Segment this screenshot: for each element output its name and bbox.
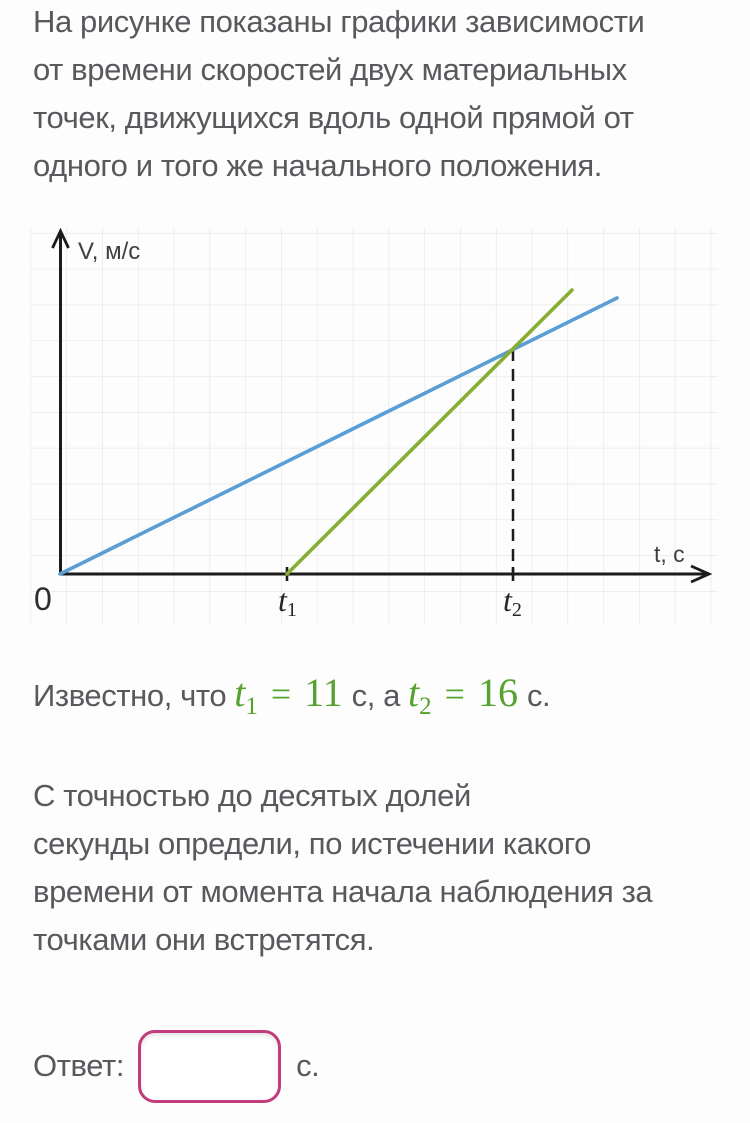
equals-sign: = (270, 674, 292, 714)
t2-value: 16 (477, 670, 518, 715)
question-line: С точностью до десятых долей (33, 778, 471, 813)
origin-label: 0 (34, 581, 52, 617)
y-axis-label: V, м/с (78, 238, 141, 265)
answer-row (33, 1027, 319, 1105)
intro-line: одного и того же начального положения. (33, 148, 603, 183)
t2-label: t2 (503, 582, 522, 621)
intro-line: точек, движущихся вдоль одной прямой от (33, 100, 634, 135)
known-prefix: Известно, что (33, 678, 227, 713)
question-paragraph (33, 772, 652, 964)
question-line: времени от момента начала наблюдения за (33, 874, 653, 909)
intro-line: от времени скоростей двух материальных (33, 52, 627, 87)
question-line: секунды определи, по истечении какого (33, 826, 591, 861)
question-line: точками они встретятся. (33, 922, 375, 957)
answer-unit: с. (296, 1048, 320, 1083)
known-values-line (33, 668, 550, 732)
intro-paragraph (33, 0, 644, 190)
intro-line: На рисунке показаны графики зависимости (33, 4, 645, 39)
velocity-time-graph (0, 215, 750, 627)
known-mid: с, а (351, 678, 401, 713)
answer-input[interactable] (138, 1030, 281, 1103)
t1-label: t1 (278, 582, 297, 621)
grid-background (30, 227, 718, 624)
t1-value: 11 (304, 670, 343, 715)
t2-variable: $t_2$ (408, 670, 432, 720)
t1-variable: $t_1$ (234, 670, 258, 720)
known-end: с. (526, 678, 551, 713)
answer-label: Ответ: (33, 1048, 125, 1083)
equals-sign: = (444, 674, 465, 714)
x-axis-label: t, с (654, 541, 685, 567)
